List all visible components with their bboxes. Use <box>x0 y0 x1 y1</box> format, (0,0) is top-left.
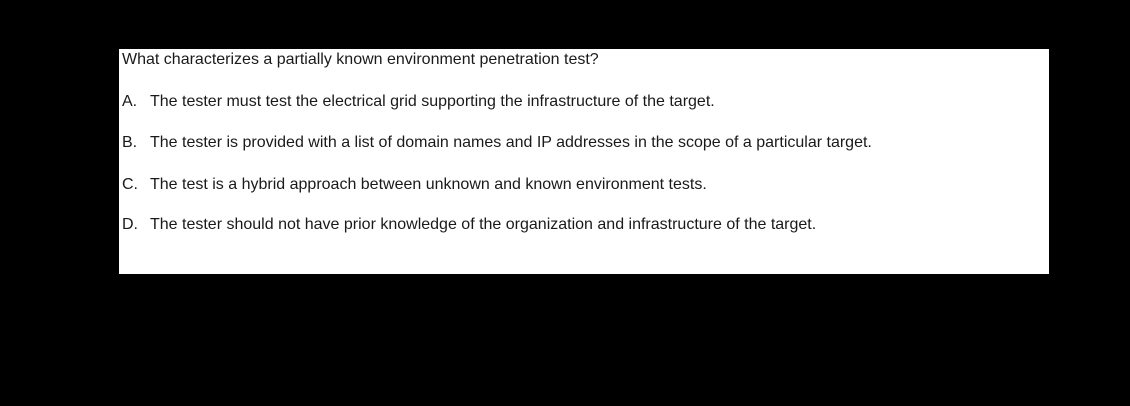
question-text: What characterizes a partially known environment penetration test? <box>122 51 599 68</box>
option-letter: A. <box>122 93 138 110</box>
option-text: The tester should not have prior knowledge of the organization and infrastructure of the target. <box>150 216 817 233</box>
option-text: The test is a hybrid approach between unknown and known environment tests. <box>150 176 707 193</box>
option-letter: B. <box>122 134 138 151</box>
question-card <box>119 49 1049 274</box>
option-b[interactable] <box>122 134 872 152</box>
option-a[interactable] <box>122 93 715 111</box>
option-c[interactable] <box>122 176 707 194</box>
option-letter: D. <box>122 216 138 233</box>
option-text: The tester must test the electrical grid supporting the infrastructure of the target. <box>150 93 715 110</box>
option-text: The tester is provided with a list of domain names and IP addresses in the scope of a particular target. <box>150 134 872 151</box>
option-letter: C. <box>122 176 138 193</box>
option-d[interactable] <box>122 216 816 234</box>
